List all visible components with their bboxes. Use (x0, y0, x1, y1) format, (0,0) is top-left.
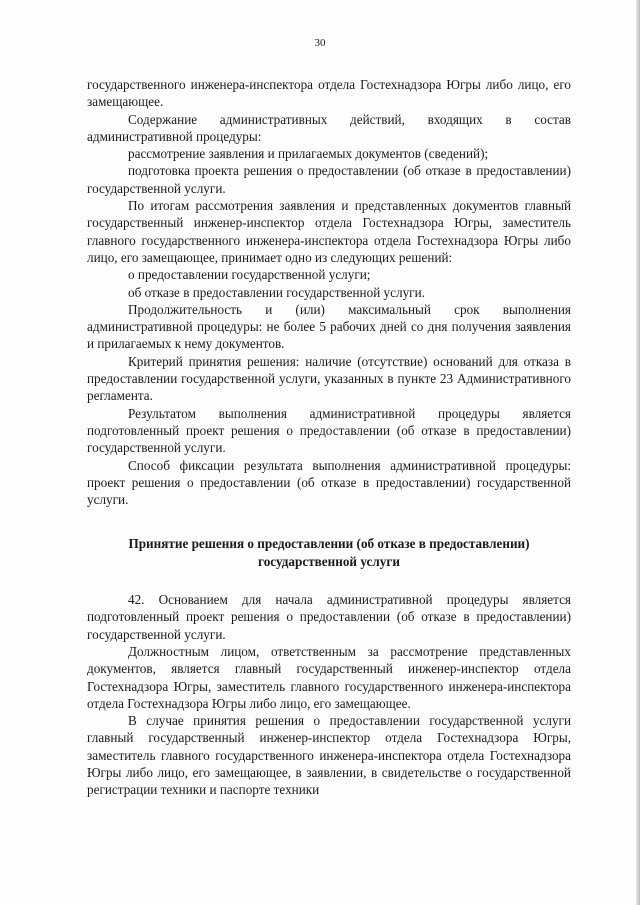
paragraph: 42. Основанием для начала административной процедуры является подготовленный проект решения о предоставлении (об отказе в предоставлении) государственной услуги. (87, 592, 571, 642)
document-body (87, 76, 571, 799)
list-item: о предоставлении государственной услуги; (128, 267, 371, 283)
paragraph: Результатом выполнения административной процедуры является подготовленный проект решения о предоставлении (об отказе в предоставлении) государственной услуги. (87, 405, 571, 456)
list-item: подготовка проекта решения о предоставлении (об отказе в предоставлении) государственной услуги. (87, 163, 571, 196)
paragraph: В случае принятия решения о предоставлении государственной услуги главный государственный инженер-инспектор отдела Гостехнадзора Югры, заместитель главного государственного инженера-инспектора отдела Гостехнадзора Югры либо лицо, его замещающее, в заявлении, в свидетельстве о государственной регистрации техники и паспорте техники (87, 713, 571, 798)
section-heading: Принятие решения о предоставлении (об отказе в предоставлении) государственной услуги (128, 536, 530, 569)
paragraph: По итогам рассмотрения заявления и представленных документов главный государственный инженер-инспектор отдела Гостехнадзора Югры, заместитель главного государственного инженера-инспектора отдела Гостехнадзора Югры либо лицо, его замещающее, принимает одно из следующих решений: (87, 198, 571, 265)
paragraph: Критерий принятия решения: наличие (отсутствие) оснований для отказа в предоставлении государственной услуги, указанных в пункте 23 Административного регламента. (87, 353, 571, 404)
paragraph: государственного инженера-инспектора отдела Гостехнадзора Югры либо лицо, его замещающее. (87, 77, 571, 110)
paragraph: Способ фиксации результата выполнения административной процедуры: проект решения о предоставлении (об отказе в предоставлении) государственной услуги. (87, 457, 571, 508)
paragraph: Продолжительность и (или) максимальный срок выполнения административной процедуры: не более 5 рабочих дней со дня получения заявления и прилагаемых к нему документов. (87, 301, 571, 352)
page-number: 30 (314, 37, 326, 49)
list-item: рассмотрение заявления и прилагаемых документов (сведений); (128, 146, 489, 162)
paragraph: Должностным лицом, ответственным за рассмотрение представленных документов, является главный государственный инженер-инспектор отдела Гостехнадзора Югры, заместитель главного государственного инженера-инспектора отдела Гостехнадзора Югры либо лицо, его замещающее. (87, 643, 571, 711)
paragraph: Содержание административных действий, входящих в состав административной процедуры: (87, 111, 571, 144)
scan-edge-shadow (636, 0, 640, 905)
list-item: об отказе в предоставлении государственной услуги. (128, 284, 425, 300)
